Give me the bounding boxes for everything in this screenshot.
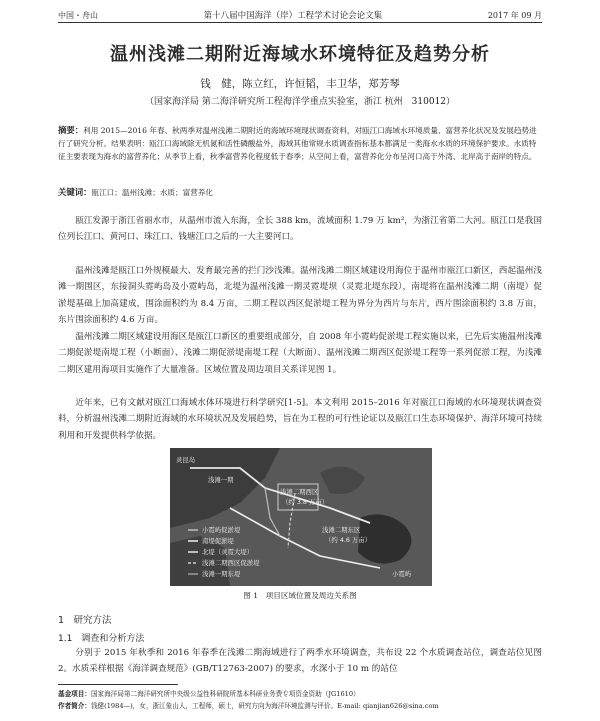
running-header (58, 8, 542, 23)
subsection-heading-survey: 1.1 调查和分析方法 (58, 634, 145, 644)
keywords (58, 186, 542, 198)
paragraph-survey: 分别于 2015 年秋季和 2016 年春季在浅滩二期海域进行了两季水环境调查，共布设 22 个水质调查站位，调查站位见图 2。水质采样根据《海洋调查规范》(GB/T12763-2007) 的要求，水深小于 10 m 的站位 (58, 648, 542, 675)
paragraph-intro: 瓯江发源于浙江省丽水市，从温州市流入东海，全长 388 km，流域面积 1.79 万 km²，为浙江省第二大河。瓯江口是我国位列长江口、黄河口、珠江口、钱塘江口之后的一大主要河口。 (58, 216, 542, 243)
abstract-label: 摘要： (58, 125, 84, 135)
keywords-text: 瓯江口；温州浅滩；水质；富营养化 (91, 188, 213, 197)
header-center: 第十八届中国海洋（岸）工程学术讨论会论文集 (203, 11, 383, 21)
label-east-area: （约 4.6 万亩） (325, 536, 372, 544)
legend-item-5: 浅滩一期东堤 (202, 570, 241, 578)
fund-label: 基金项目： (58, 690, 91, 698)
label-east-zone: 浅滩二期东区 (322, 526, 361, 534)
footnote-rule (58, 684, 178, 685)
location-map (170, 448, 432, 586)
header-left: 中国・舟山 (58, 10, 98, 20)
legend-item-1: 小霓屿促淤堤 (202, 526, 241, 534)
label-xiaoniyu: 小霓屿 (392, 570, 412, 578)
figure-caption: 图 1 项目区域位置及周边关系图 (243, 591, 357, 600)
fund-text: 国家海洋局第二海洋研究所中央级公益性科研院所基本科研业务费专项资金资助（JG1610） (90, 690, 360, 698)
label-west-area: （约 3.8 万亩） (282, 498, 329, 506)
paragraph-projects: 温州浅滩二期区域建设用海区是瓯江口新区的重要组成部分，自 2008 年小霓屿促淤堤工程实施以来，已先后实施温州浅滩二期促淤堤南堤工程（小断面）、浅滩二期促淤堤南堤工程（大断面）、温州浅滩二期西区促淤堤工程等一系列促淤工程，为浅滩二期区建用海项目实施作了大量准备。区域位置及周边项目关系详见图 1。 (58, 332, 542, 375)
footnote-author (58, 700, 542, 710)
affiliation: （国家海洋局 第二海洋研究所工程海洋学重点实验室，浙江 杭州 310012） (144, 97, 456, 107)
label-lingkun: 灵昆岛 (176, 456, 196, 464)
author-text: 钱健(1984—)，女，浙江象山人，工程师，硕士，研究方向为海洋环境监测与评价。E-mail: qianjian626@sina.com (90, 702, 439, 710)
label-west-zone: 浅滩二期西区 (280, 488, 319, 496)
section-heading-methods: 1 研究方法 (58, 615, 112, 626)
author-list: 钱 健，陈立红，许恒韬，丰卫华，郑芳琴 (200, 78, 400, 90)
legend-item-3: 北堤（灵霓大堤） (202, 548, 254, 556)
keywords-label: 关键词： (58, 187, 92, 197)
author-label: 作者简介： (58, 702, 91, 710)
footnote-fund (58, 688, 542, 698)
label-shoal-phase1: 浅滩一期 (208, 476, 234, 484)
paper-title: 温州浅滩二期附近海域水环境特征及趋势分析 (110, 44, 490, 65)
abstract (58, 124, 542, 164)
header-right: 2017 年 09 月 (487, 10, 542, 20)
legend-item-2: 南堤促淤堤 (202, 537, 234, 545)
paragraph-purpose: 近年来，已有文献对瓯江口海域水体环境进行科学研究[1-5]。本文利用 2015–2016 年对瓯江口海域的水环境现状调查资料，分析温州浅滩二期附近海域的水环境状况及发展趋势，旨在为工程的可行性论证以及瓯江口生态环境保护、海洋环境可持续利用和开发提供科学依据。 (58, 398, 542, 441)
paragraph-shoal: 温州浅滩是瓯江口外规模最大、发育最完善的拦门沙浅滩。温州浅滩二期区域建设用海位于温州市瓯江口新区，西起温州浅滩一期围区，东接洞头霓屿岛及小霓屿岛，北堤为温州浅滩一期灵霓堤坝（灵霓北堤东段），南堤将在温州浅滩二期（南堤）促淤堤基础上加高建成，围涂面积约为 8.4 万亩，二期工程以西区促淤堤工程为界分为西片与东片，西片围涂面积约 3.8 万亩，东片围涂面积约 4.6 万亩。 (58, 266, 542, 326)
location-map-figure (170, 448, 432, 586)
abstract-text: 利用 2015—2016 年春、秋两季对温州浅滩二期附近的海域环境现状调查资料，对瓯江口海域水环境质量、富营养化状况及发展趋势进行了研究分析。结果表明：瓯江口海域除无机氮和活性磷酸盐外，海域其他常规水质调查指标基本都满足一类海水水质的环境保护要求。水质特征主要表现为海水的富营养化；从季节上看，秋季富营养化程度低于春季；从空间上看，富营养化分布呈河口高于外湾、北岸高于南岸的特点。 (58, 126, 537, 162)
legend-item-4: 浅滩二期西区促淤堤 (202, 559, 260, 567)
